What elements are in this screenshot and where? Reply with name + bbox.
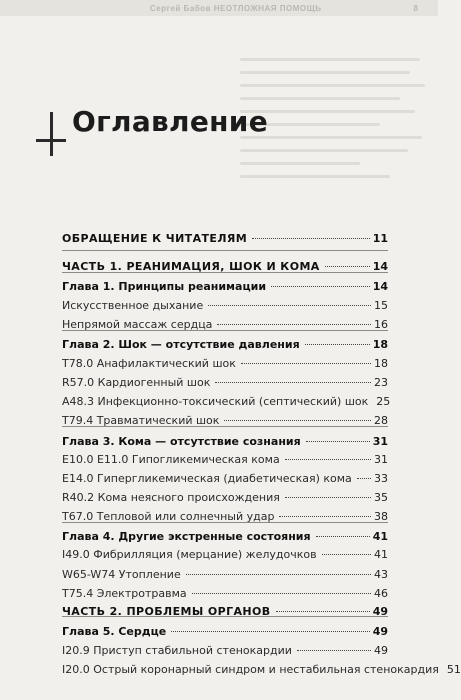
toc-entry-title: Глава 2. Шок — отсутствие давления <box>62 338 300 351</box>
toc-entry-page: 46 <box>374 587 388 600</box>
toc-entry[interactable] <box>62 585 388 603</box>
crosshair-decoration-horizontal <box>36 139 66 142</box>
toc-entry-title: A48.3 Инфекционно-токсический (септический) шок <box>62 395 369 408</box>
toc-entry-page: 51 <box>446 663 461 676</box>
toc-entry[interactable] <box>62 489 388 507</box>
dot-leader <box>224 420 371 421</box>
toc-entry-title: ОБРАЩЕНИЕ К ЧИТАТЕЛЯМ <box>62 232 248 245</box>
dot-leader <box>285 497 371 498</box>
toc-entry-page: 15 <box>374 299 388 312</box>
toc-entry-page: 43 <box>374 568 388 581</box>
toc-entry-page: 25 <box>376 395 391 408</box>
toc-entry-title: Глава 1. Принципы реанимации <box>62 280 267 293</box>
dot-leader <box>215 382 371 383</box>
toc-entry[interactable] <box>62 508 388 526</box>
toc-entry-page: 14 <box>372 260 388 273</box>
toc-entry[interactable] <box>62 374 388 392</box>
toc-entry-title: E14.0 Гипергликемическая (диабетическая) кома <box>62 472 352 485</box>
toc-entry-page: 49 <box>372 625 388 638</box>
toc-entry-title: ЧАСТЬ 1. РЕАНИМАЦИЯ, ШОК И КОМА <box>62 260 320 273</box>
dot-leader <box>285 459 371 460</box>
toc-entry[interactable] <box>62 230 388 248</box>
toc-entry-page: 14 <box>372 280 388 293</box>
dot-leader <box>186 574 371 575</box>
dot-leader <box>357 478 371 479</box>
bleed-through-text <box>240 58 430 218</box>
toc-entry-title: T79.4 Травматический шок <box>62 414 220 427</box>
dot-leader <box>252 238 370 239</box>
toc-entry-title: I20.0 Острый коронарный синдром и нестабильная стенокардия <box>62 663 439 676</box>
section-divider <box>62 250 388 251</box>
dot-leader <box>325 266 370 267</box>
toc-entry-page: 35 <box>374 491 388 504</box>
toc-entry-title: Непрямой массаж сердца <box>62 318 213 331</box>
toc-entry[interactable] <box>62 393 391 411</box>
toc-entry-page: 18 <box>372 338 388 351</box>
toc-entry-title: E10.0 E11.0 Гипогликемическая кома <box>62 453 280 466</box>
toc-entry-title: R57.0 Кардиогенный шок <box>62 376 211 389</box>
toc-entry[interactable] <box>62 546 388 564</box>
dot-leader <box>276 611 370 612</box>
dot-leader <box>316 536 370 537</box>
toc-entry-title: Глава 3. Кома — отсутствие сознания <box>62 435 301 448</box>
toc-entry-page: 31 <box>372 435 388 448</box>
toc-entry-page: 18 <box>374 357 388 370</box>
toc-title: Оглавление <box>72 105 269 138</box>
toc-entry[interactable] <box>62 566 388 584</box>
dot-leader <box>279 516 371 517</box>
toc-entry[interactable] <box>62 278 388 296</box>
dot-leader <box>305 344 370 345</box>
toc-entry-page: 33 <box>374 472 388 485</box>
toc-entry-page: 49 <box>372 605 388 618</box>
toc-entry-page: 38 <box>374 510 388 523</box>
toc-entry-page: 28 <box>374 414 388 427</box>
toc-entry[interactable] <box>62 412 388 430</box>
dot-leader <box>208 305 371 306</box>
toc-entry-title: ЧАСТЬ 2. ПРОБЛЕМЫ ОРГАНОВ <box>62 605 271 618</box>
dot-leader <box>192 593 371 594</box>
toc-entry-title: T67.0 Тепловой или солнечный удар <box>62 510 275 523</box>
toc-entry-page: 41 <box>374 548 388 561</box>
toc-entry-page: 41 <box>372 530 388 543</box>
toc-entry[interactable] <box>62 433 388 451</box>
running-head: Сергей Бабов НЕОТЛОЖНАЯ ПОМОЩЬ <box>150 4 322 13</box>
toc-entry-title: Глава 5. Сердце <box>62 625 167 638</box>
toc-entry-page: 23 <box>374 376 388 389</box>
toc-entry[interactable] <box>62 336 388 354</box>
toc-entry[interactable] <box>62 355 388 373</box>
dot-leader <box>322 554 371 555</box>
toc-entry-title: Искусственное дыхание <box>62 299 204 312</box>
page-number: 8 <box>413 4 418 13</box>
toc-entry-page: 16 <box>374 318 388 331</box>
toc-entry[interactable] <box>62 603 388 621</box>
toc-entry[interactable] <box>62 661 461 679</box>
toc-entry[interactable] <box>62 528 388 546</box>
toc-entry-page: 31 <box>374 453 388 466</box>
toc-entry-title: T75.4 Электротравма <box>62 587 187 600</box>
dot-leader <box>271 286 370 287</box>
toc-entry-title: R40.2 Кома неясного происхождения <box>62 491 280 504</box>
toc-entry[interactable] <box>62 470 388 488</box>
toc-entry[interactable] <box>62 258 388 276</box>
toc-entry[interactable] <box>62 297 388 315</box>
dot-leader <box>217 324 371 325</box>
dot-leader <box>171 631 369 632</box>
crosshair-decoration-vertical <box>50 112 53 156</box>
toc-entry-page: 49 <box>374 644 388 657</box>
toc-entry-page: 11 <box>372 232 388 245</box>
dot-leader <box>241 363 371 364</box>
toc-entry-title: I49.0 Фибрилляция (мерцание) желудочков <box>62 548 317 561</box>
toc-entry-title: Глава 4. Другие экстренные состояния <box>62 530 311 543</box>
toc-entry[interactable] <box>62 623 388 641</box>
dot-leader <box>297 650 371 651</box>
toc-entry-title: W65-W74 Утопление <box>62 568 181 581</box>
toc-entry-title: T78.0 Анафилактический шок <box>62 357 236 370</box>
toc-entry-title: I20.9 Приступ стабильной стенокардии <box>62 644 292 657</box>
toc-entry[interactable] <box>62 642 388 660</box>
toc-entry[interactable] <box>62 451 388 469</box>
toc-entry[interactable] <box>62 316 388 334</box>
dot-leader <box>306 441 370 442</box>
